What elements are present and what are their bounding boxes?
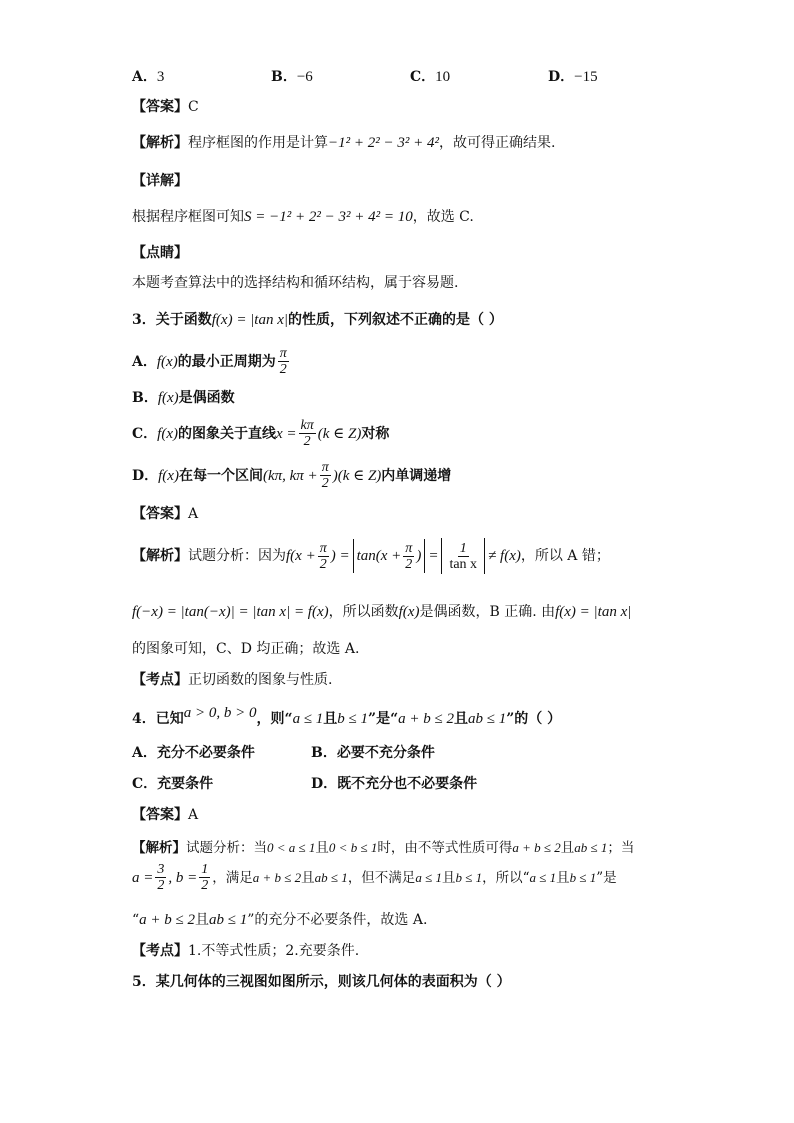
q2-option-c: C．10 bbox=[410, 69, 451, 85]
q3-analysis: 【解析】 试题分析：因为 f(x + $\frac{\pi}{2}$ ) = tan(x + $\frac{\pi}{2}$ ) = $\frac{1}{\text{tan x}}$ ≠ f(x) ，所以 A 错； bbox=[132, 538, 610, 574]
q4-analysis-line2: a = $\frac{3}{2}$ , b = $\frac{1}{2}$ ，满足 a + b ≤ 2 且 ab ≤ 1 ，但不满足 a ≤ 1 且 b ≤ 1 ，所以“ a ≤ 1 且 b ≤ 1 ”是 bbox=[132, 862, 617, 893]
q3-option-c: C． f(x) 的图象关于直线 x = $\frac{k\pi}{2}$ (k ∈ Z) 对称 bbox=[132, 418, 390, 449]
q4-option-c: C．充要条件 bbox=[132, 776, 214, 792]
q3-analysis-line2: f(−x) = |tan(−x)| = |tan x| = f(x)，所以函数f(x)是偶函数，B 正确. 由f(x) = |tan x| bbox=[132, 604, 632, 620]
q2-analysis: 【解析】程序框图的作用是计算−1² + 2² − 3² + 4²，故可得正确结果. bbox=[132, 135, 556, 151]
q4-stem: 4．已知a > 0, b > 0，则“a ≤ 1且b ≤ 1”是“a + b ≤ 2且ab ≤ 1”的（ ） bbox=[132, 705, 562, 727]
q2-option-b: B．−6 bbox=[271, 69, 313, 85]
q3-stem: 3．关于函数f(x) = |tan x|的性质，下列叙述不正确的是（ ） bbox=[132, 312, 503, 328]
q4-option-d: D．既不充分也不必要条件 bbox=[311, 776, 478, 792]
q2-comment: 本题考查算法中的选择结构和循环结构，属于容易题. bbox=[132, 275, 459, 291]
q3-option-b: B．f(x)是偶函数 bbox=[132, 390, 235, 406]
q3-option-a: A． f(x) 的最小正周期为 $\frac{\pi}{2}$ bbox=[132, 346, 287, 377]
q4-answer: 【答案】A bbox=[132, 807, 199, 823]
q2-comment-heading: 【点睛】 bbox=[132, 245, 188, 261]
q2-option-d: D．−15 bbox=[548, 69, 598, 85]
q4-point: 【考点】1.不等式性质；2.充要条件. bbox=[132, 943, 360, 959]
q2-answer: 【答案】C bbox=[132, 99, 199, 115]
q4-analysis-line3: “a + b ≤ 2且ab ≤ 1”的充分不必要条件，故选 A. bbox=[132, 912, 428, 928]
q3-analysis-line3: 的图象可知，C、D 均正确；故选 A. bbox=[132, 641, 360, 657]
q2-detail: 根据程序框图可知S = −1² + 2² − 3² + 4² = 10，故选 C. bbox=[132, 209, 474, 225]
q4-option-b: B．必要不充分条件 bbox=[311, 745, 435, 761]
q4-option-a: A．充分不必要条件 bbox=[132, 745, 255, 761]
q3-answer: 【答案】A bbox=[132, 506, 199, 522]
q2-detail-heading: 【详解】 bbox=[132, 173, 188, 189]
q2-option-a: A．3 bbox=[132, 69, 165, 85]
q5-stem: 5．某几何体的三视图如图所示，则该几何体的表面积为（ ） bbox=[132, 974, 511, 990]
q4-analysis: 【解析】试题分析：当0 < a ≤ 1且0 < b ≤ 1时，由不等式性质可得a + b ≤ 2且ab ≤ 1；当 bbox=[132, 840, 635, 856]
q3-point: 【考点】正切函数的图象与性质. bbox=[132, 672, 333, 688]
q3-option-d: D． f(x) 在每一个区间 (kπ, kπ + $\frac{\pi}{2}$ )(k ∈ Z) 内单调递增 bbox=[132, 460, 452, 491]
